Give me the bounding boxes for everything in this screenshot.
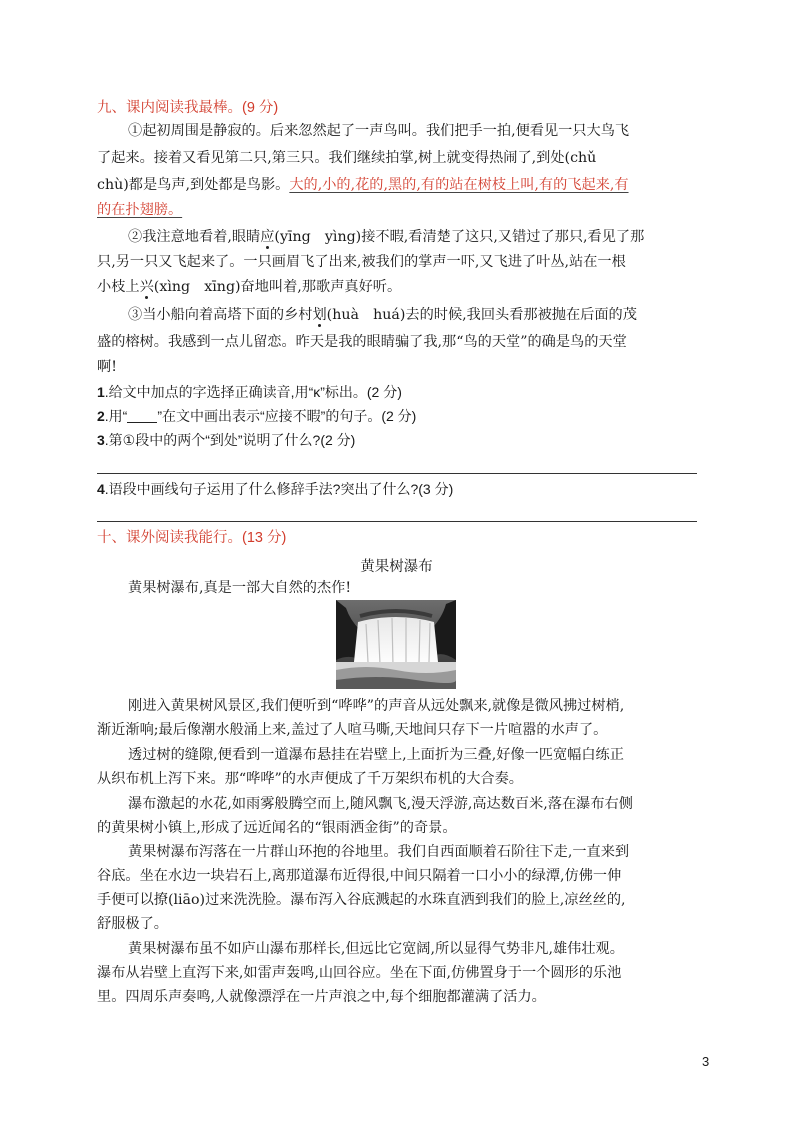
article-title: 黄果树瀑布	[360, 559, 433, 575]
question-2-number: 2	[97, 408, 105, 424]
question-4-number: 4	[97, 481, 105, 497]
dotted-char-xing: 兴	[139, 279, 154, 295]
para4-line3: 手便可以撩(liāo)过来洗洗脸。瀑布泻入谷底溅起的水珠直洒到我们的脸上,凉丝丝的,	[97, 892, 626, 908]
dotted-char-ying: 应	[260, 229, 275, 245]
answer-line-4[interactable]	[97, 521, 697, 522]
p3-line2: 盛的榕树。我感到一点儿留恋。昨天是我的眼睛骗了我,那“鸟的天堂”的确是鸟的天堂	[97, 334, 627, 350]
question-2-text-a: .用“	[104, 408, 128, 424]
p3-line3: 啊!	[97, 359, 117, 375]
p2-line3-text-b: (xìng xīng)奋地叫着,那歌声真好听。	[153, 279, 402, 295]
para3-line1: 瀑布激起的水花,如雨雾般腾空而上,随风飘飞,漫天浮游,高达数百米,落在瀑布右侧	[128, 796, 633, 812]
p1-line3-text: chù)都是鸟声,到处都是鸟影。	[97, 177, 290, 193]
p2-line2: 只,另一只又飞起来了。一只画眉飞了出来,被我们的掌声一吓,又飞进了叶丛,站在一根	[97, 254, 626, 270]
p3-line1-text-b: (huà huá)去的时候,我回头看那被抛在后面的茂	[326, 307, 637, 323]
page-number: 3	[702, 1054, 710, 1069]
para2-line2: 从织布机上泻下来。那“哗哗”的水声便成了千万架织布机的大合奏。	[97, 771, 523, 787]
p1-line3	[97, 175, 697, 195]
para4-line4: 舒服极了。	[97, 916, 168, 932]
article-intro: 黄果树瀑布,真是一部大自然的杰作!	[128, 580, 352, 596]
question-3-number: 3	[97, 432, 105, 448]
p2-line3-text-a: 小枝上	[97, 279, 140, 295]
underlined-sentence-part1: 大的,小的,花的,黑的,有的站在树枝上叫,有的飞起来,有	[289, 177, 629, 193]
question-4	[97, 479, 697, 499]
p3-line1	[128, 305, 697, 325]
p3-line1-text-a: ③当小船向着高塔下面的乡村	[128, 307, 313, 323]
question-1-number: 1	[97, 384, 105, 400]
para5-line3: 里。四周乐声奏鸣,人就像漂浮在一片声浪之中,每个细胞都灌满了活力。	[97, 989, 546, 1005]
para1-line1: 刚进入黄果树风景区,我们便听到“哗哗”的声音从远处飘来,就像是微风拂过树梢,	[128, 698, 625, 714]
p1-line4	[97, 200, 697, 220]
para4-line2: 谷底。坐在水边一块岩石上,离那道瀑布近得很,中间只隔着一口小小的绿潭,仿佛一伸	[97, 868, 622, 884]
para3-line2: 的黄果树小镇上,形成了远近闻名的“银雨洒金街”的奇景。	[97, 820, 457, 836]
p2-line1-text-b: (yīng yìng)接不暇,看清楚了这只,又错过了那只,看见了那	[274, 229, 645, 245]
p2-line3	[97, 277, 697, 297]
p1-line2: 了起来。接着又看见第二只,第三只。我们继续拍掌,树上就变得热闹了,到处(chǔ	[97, 150, 597, 166]
answer-line-3[interactable]	[97, 473, 697, 474]
para5-line2: 瀑布从岩壁上直泻下来,如雷声轰鸣,山回谷应。坐在下面,仿佛置身于一个圆形的乐池	[97, 965, 622, 981]
section-9-title: 九、课内阅读我最棒。(9 分)	[97, 100, 279, 116]
section-10-title: 十、课外阅读我能行。(13 分)	[97, 530, 287, 546]
dotted-char-hua: 划	[312, 307, 327, 323]
question-2	[97, 406, 697, 426]
waterfall-photo	[336, 600, 456, 689]
p2-line1	[128, 227, 697, 247]
question-3	[97, 430, 697, 450]
question-1	[97, 382, 697, 402]
question-2-text-b: ”在文中画出表示“应接不暇”的句子。(2 分)	[157, 408, 417, 424]
para4-line1: 黄果树瀑布泻落在一片群山环抱的谷地里。我们自西面顺着石阶往下走,一直来到	[128, 844, 630, 860]
underlined-sentence-part2: 的在扑翅膀。	[97, 202, 183, 218]
question-3-text: .第①段中的两个“到处”说明了什么?(2 分)	[104, 432, 356, 448]
para2-line1: 透过树的缝隙,便看到一道瀑布悬挂在岩壁上,上面折为三叠,好像一匹宽幅白练正	[128, 747, 624, 763]
para1-line2: 渐近渐响;最后像潮水般涌上来,盖过了人喧马嘶,天地间只存下一片喧嚣的水声了。	[97, 722, 608, 738]
underline-symbol	[127, 408, 157, 423]
question-4-text: .语段中画线句子运用了什么修辞手法?突出了什么?(3 分)	[104, 481, 454, 497]
p1-line1: ①起初周围是静寂的。后来忽然起了一声鸟叫。我们把手一拍,便看见一只大鸟飞	[128, 123, 630, 139]
p2-line1-text-a: ②我注意地看着,眼睛	[128, 229, 261, 245]
para5-line1: 黄果树瀑布虽不如庐山瀑布那样长,但远比它宽阔,所以显得气势非凡,雄伟壮观。	[128, 941, 624, 957]
question-1-text: .给文中加点的字选择正确读音,用“κ”标出。(2 分)	[104, 384, 402, 400]
